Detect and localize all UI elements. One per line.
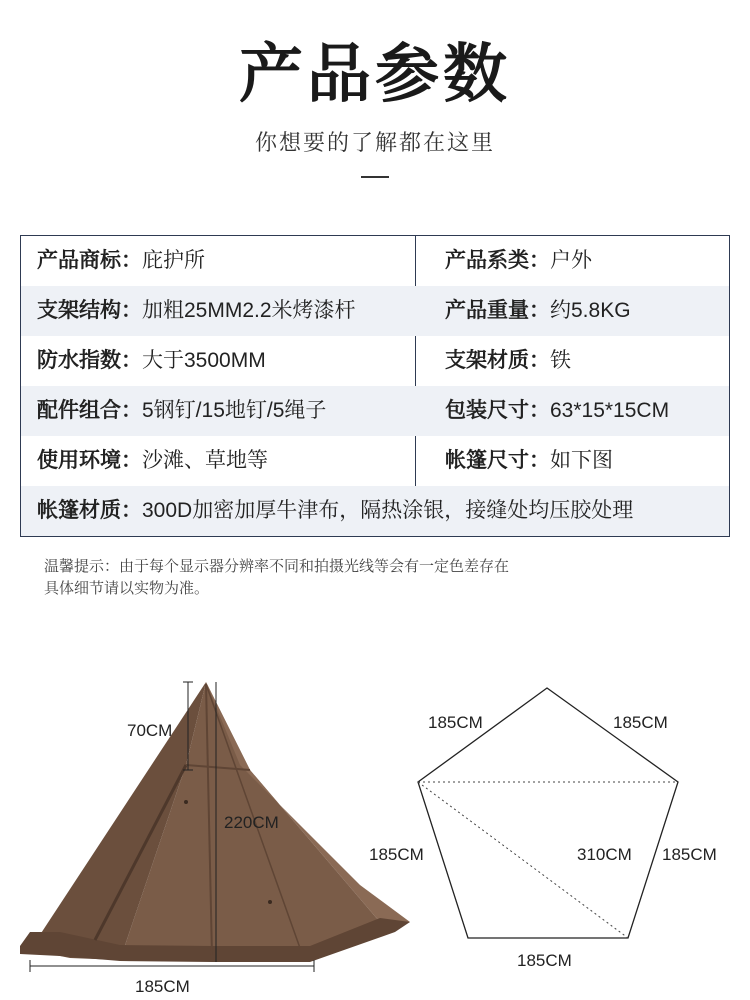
tent-vent [268,900,272,904]
spec-value: 如下图 [550,449,613,472]
tent-vent [184,800,188,804]
spec-label: 帐篷尺寸： [445,449,550,472]
spec-table [20,235,730,537]
spec-label: 配件组合： [37,399,142,422]
spec-value: 约5.8KG [550,299,631,322]
pentagon-side-label: 185CM [613,713,668,732]
tent-height-label: 220CM [224,813,279,832]
spec-label: 包装尺寸： [445,399,550,422]
title-divider [361,176,389,178]
spec-label: 产品商标： [37,249,142,272]
page-subtitle: 你想要的了解都在这里 [254,130,495,155]
spec-row [21,336,729,386]
spec-row-full [21,486,729,536]
spec-label: 帐篷材质： [37,499,142,522]
tent-illustration [20,682,410,962]
pentagon-side-label: 185CM [662,845,717,864]
spec-value: 300D加密加厚牛津布，隔热涂银，接缝处均压胶处理 [142,499,634,522]
spec-value: 户外 [550,249,592,272]
spec-value: 5钢钉/15地钉/5绳子 [142,399,327,422]
spec-row [21,236,729,286]
spec-label: 支架结构： [37,299,142,322]
tent-dimension-diagram [0,670,750,1000]
pentagon-side-label: 185CM [517,951,572,970]
spec-label: 产品重量： [445,299,550,322]
spec-label: 产品系类： [445,249,550,272]
pentagon-side-label: 185CM [369,845,424,864]
tent-top-height-label: 70CM [127,721,173,740]
spec-value: 铁 [550,349,571,372]
note-line: 温馨提示：由于每个显示器分辨率不同和拍摄光线等会有一定色差存在 [44,558,510,575]
spec-label: 使用环境： [37,449,142,472]
spec-value: 63*15*15CM [550,399,670,422]
spec-value: 大于3500MM [142,349,266,372]
spec-label: 支架材质： [445,349,550,372]
spec-label: 防水指数： [37,349,142,372]
color-note [44,556,509,600]
spec-value: 庇护所 [142,249,205,272]
note-line: 具体细节请以实物为准。 [44,580,210,597]
spec-row [21,386,729,436]
tent-base-width-label: 185CM [135,977,190,996]
spec-row [21,286,729,336]
spec-row [21,436,729,486]
pentagon-side-label: 185CM [428,713,483,732]
pentagon-diagonal-label: 310CM [577,845,632,864]
spec-value: 沙滩、草地等 [142,449,268,472]
page-title: 产品参数 [239,38,511,110]
spec-value: 加粗25MM2.2米烤漆杆 [142,299,356,322]
